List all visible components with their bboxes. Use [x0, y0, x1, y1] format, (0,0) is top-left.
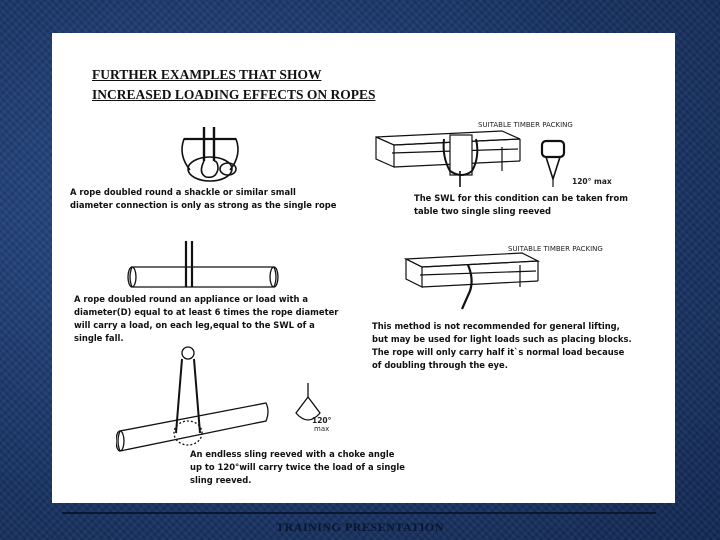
appliance-caption: A rope doubled round an appliance or load with a diameter(D) equal to at least 6 times the rope diameter will carry a load, on each leg,equal to the SWL of a single fall. — [74, 294, 339, 343]
pipe-rope-illustration — [124, 239, 284, 297]
timber-packing-label-mid: SUITABLE TIMBER PACKING — [508, 245, 603, 253]
not-recommended-caption: This method is not recommended for general lifting, but may be used for light loads such as placing blocks. The rope will only carry half it`s normal load because of doubling through the eye. — [372, 321, 632, 370]
slide-title — [92, 65, 376, 105]
endless-sling-caption: An endless sling reeved with a choke angle up to 120°will carry twice the load of a single sling reeved. — [190, 449, 405, 485]
beam-swl-caption: The SWL for this condition can be taken from table two single sling reeved — [414, 193, 628, 216]
footer-divider — [62, 512, 656, 514]
choke-angle-max-label: max — [314, 425, 330, 433]
slide-panel — [52, 33, 675, 503]
title-line-2: INCREASED LOADING EFFECTS ON ROPES — [92, 87, 376, 102]
eye-doubling-illustration — [402, 251, 562, 315]
endless-sling-illustration — [116, 345, 276, 455]
timber-packing-label-top: SUITABLE TIMBER PACKING — [478, 121, 573, 129]
shackle-caption: A rope doubled round a shackle or similar small diameter connection is only as strong as the single rope — [70, 187, 337, 210]
shackle-illustration — [170, 125, 250, 187]
footer-title: TRAINING PRESENTATION — [276, 520, 444, 534]
title-line-1: FURTHER EXAMPLES THAT SHOW — [92, 67, 322, 82]
choke-angle-label: 120° — [312, 416, 332, 425]
beam-angle-label: 120° max — [572, 177, 612, 186]
